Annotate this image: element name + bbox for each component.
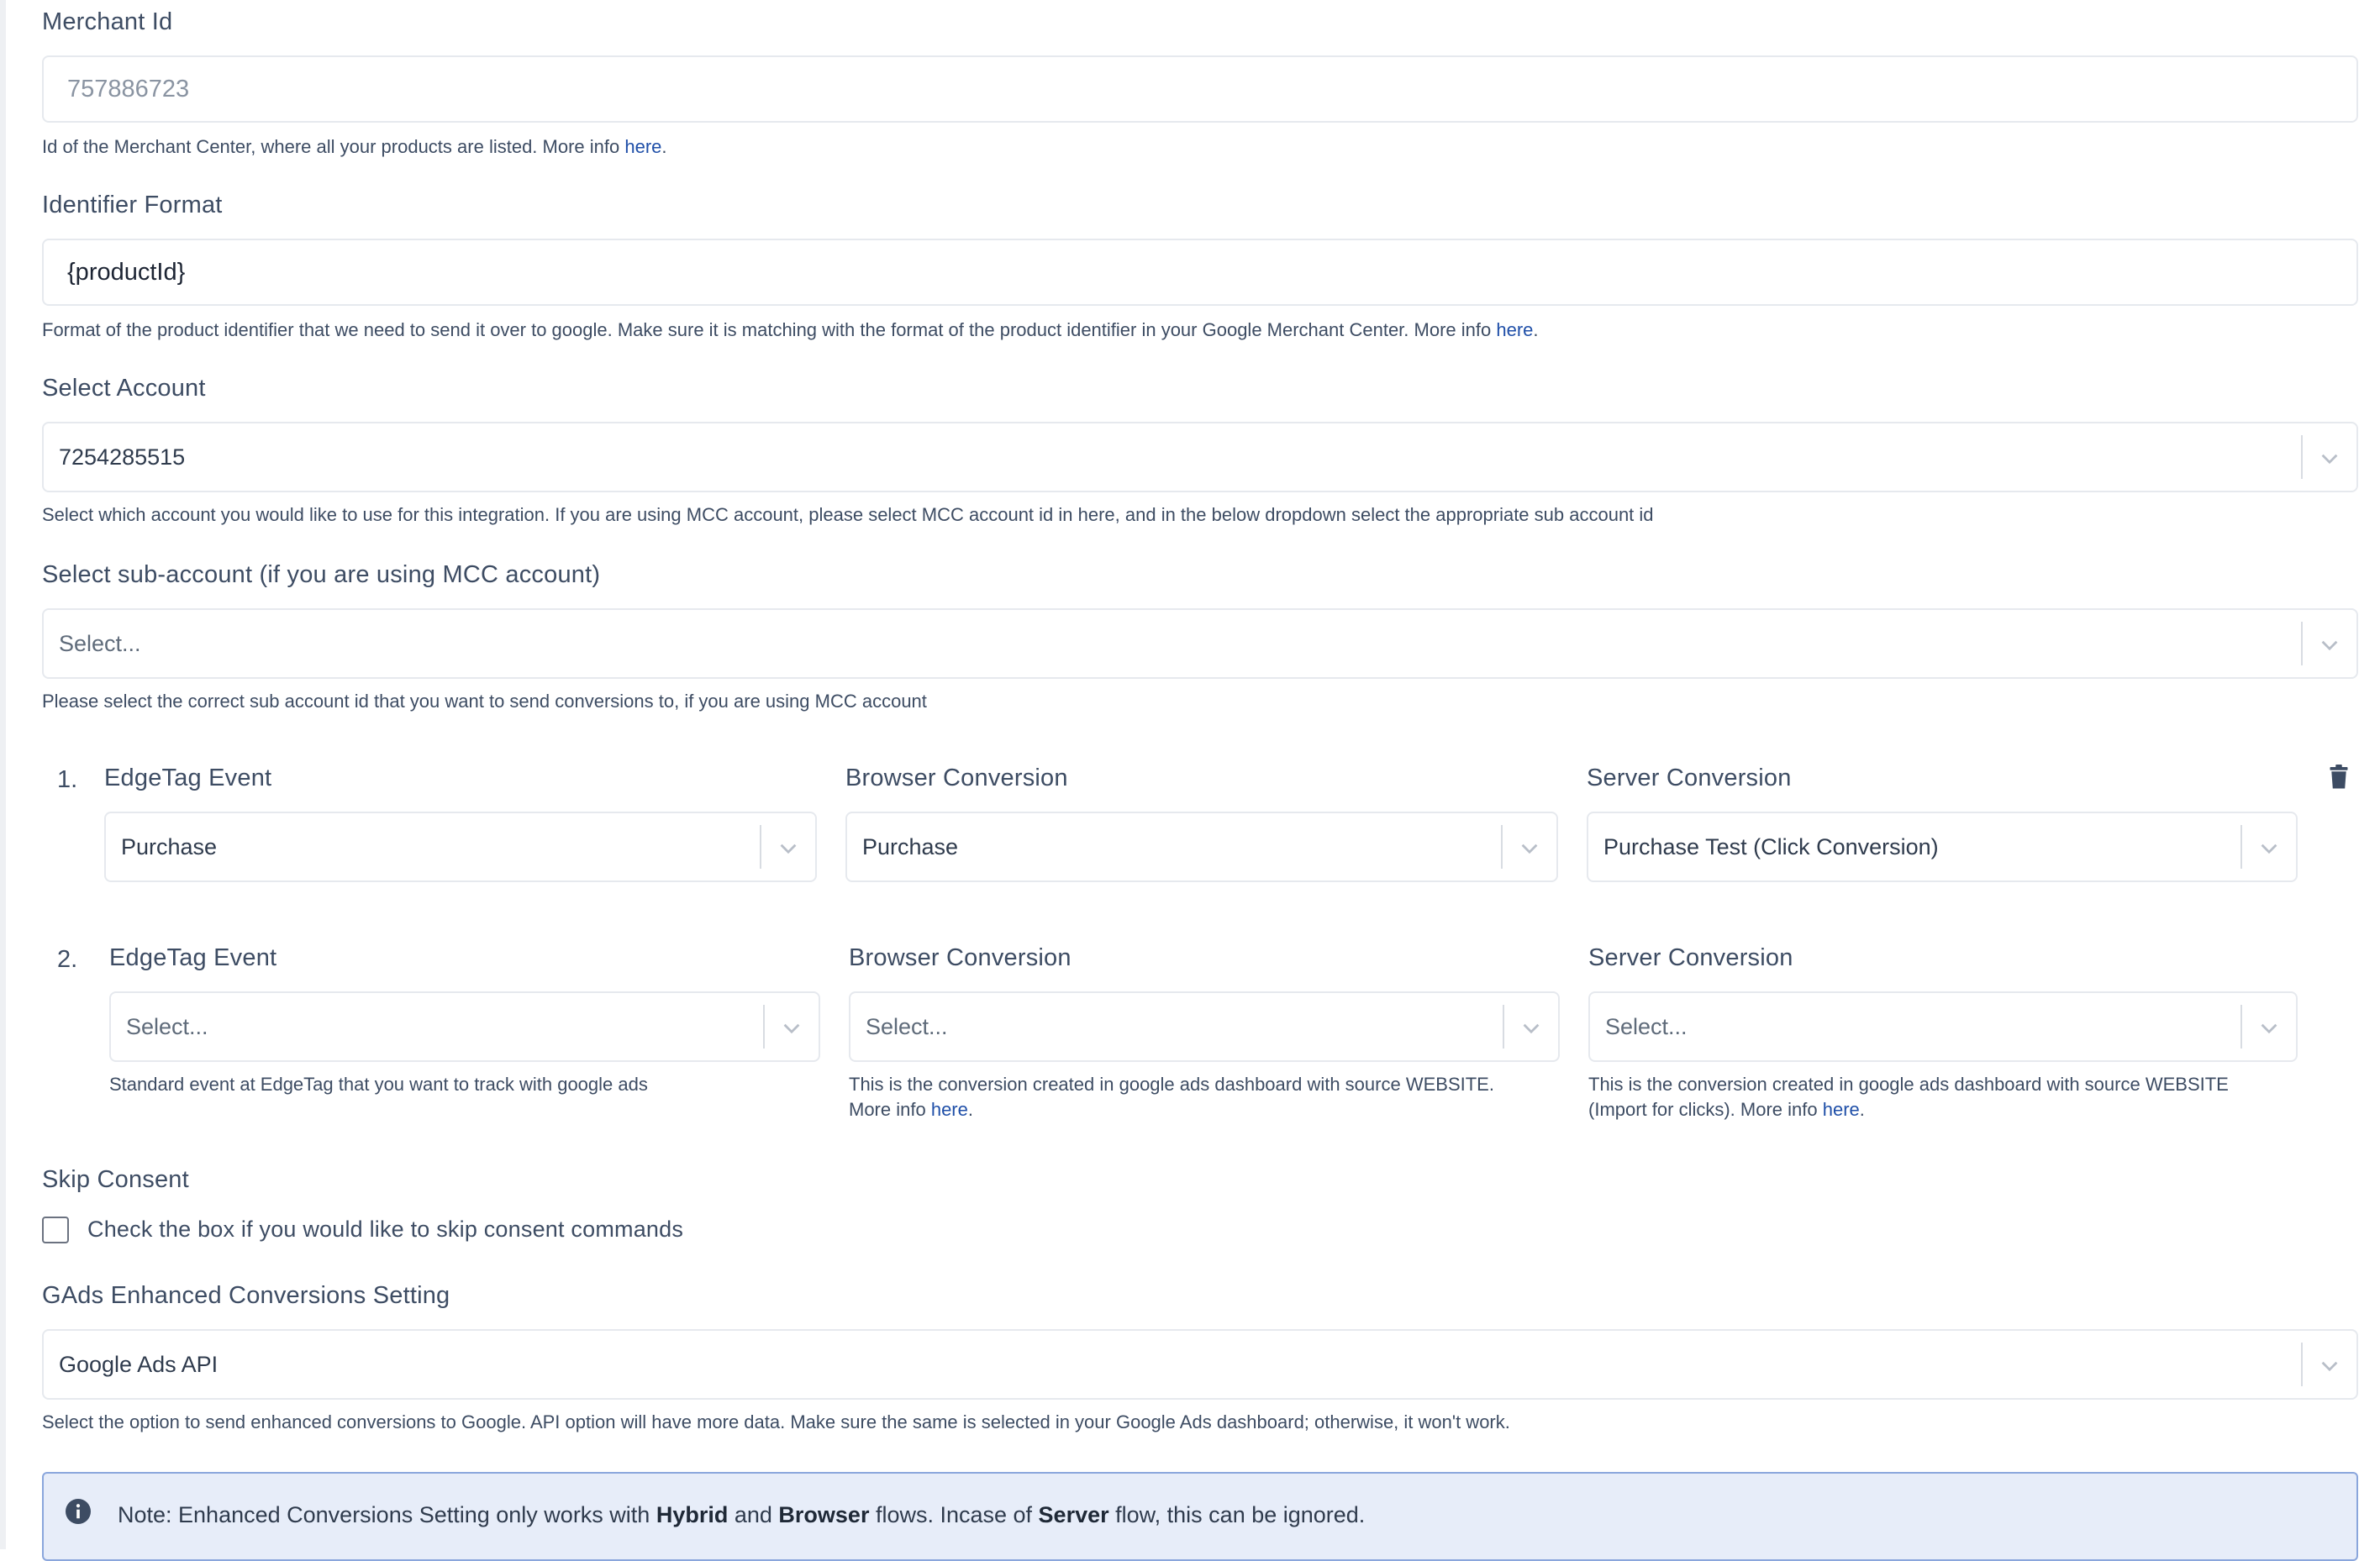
enhanced-conversions-label: GAds Enhanced Conversions Setting — [42, 1282, 450, 1309]
edgetag-event-label: EdgeTag Event — [109, 944, 277, 971]
server-conversion-help: This is the conversion created in google ads dashboard with source WEBSITE (Import for clicks). More info here. — [1588, 1074, 2229, 1120]
dropdown-separator — [2240, 825, 2242, 869]
chevron-down-icon[interactable] — [780, 1017, 803, 1040]
mapping-row-number: 1. — [57, 766, 78, 793]
chevron-down-icon[interactable] — [2257, 1017, 2281, 1040]
left-rail — [0, 0, 6, 1549]
chevron-down-icon[interactable] — [2257, 837, 2281, 860]
note-text: Note: Enhanced Conversions Setting only works with Hybrid and Browser flows. Incase of Server flow, this can be ignored. — [118, 1502, 1366, 1527]
skip-consent-checkbox[interactable] — [42, 1217, 69, 1243]
select-account-label: Select Account — [42, 375, 206, 402]
browser-conversion-help: This is the conversion created in google ads dashboard with source WEBSITE. More info here. — [849, 1074, 1494, 1120]
dropdown-separator — [1503, 1005, 1504, 1049]
server-conversion-label: Server Conversion — [1587, 765, 1792, 791]
dropdown-separator — [1501, 825, 1503, 869]
browser-conversion-placeholder: Select... — [866, 1014, 948, 1039]
server-conversion-placeholder: Select... — [1605, 1014, 1688, 1039]
skip-consent-label: Skip Consent — [42, 1166, 189, 1193]
edgetag-event-dropdown[interactable] — [104, 812, 817, 882]
select-account-dropdown[interactable] — [42, 422, 2358, 492]
edgetag-event-label: EdgeTag Event — [104, 765, 272, 791]
browser-conversion-label: Browser Conversion — [849, 944, 1072, 971]
chevron-down-icon[interactable] — [2318, 447, 2341, 470]
identifier-format-help: Format of the product identifier that we need to send it over to google. Make sure it is matching with the format of the product identifier in your Google Merchant Center. More info here. — [42, 319, 1539, 340]
server-conversion-value: Purchase Test (Click Conversion) — [1603, 834, 1939, 859]
sub-account-label: Select sub-account (if you are using MCC account) — [42, 561, 601, 588]
select-account-help: Select which account you would like to use for this integration. If you are using MCC account, please select MCC account id in here, and in the below dropdown select the appropriate sub account id — [42, 504, 1654, 525]
merchant-id-help: Id of the Merchant Center, where all your products are listed. More info here. — [42, 136, 667, 157]
merchant-id-input[interactable] — [42, 55, 2358, 123]
browser-conversion-dropdown[interactable] — [845, 812, 1558, 882]
merchant-id-more-info-link[interactable]: here — [624, 136, 662, 157]
chevron-down-icon[interactable] — [1519, 1017, 1543, 1040]
server-conversion-label: Server Conversion — [1588, 944, 1793, 971]
enhanced-conversions-note — [42, 1472, 2358, 1561]
edgetag-event-help: Standard event at EdgeTag that you want to track with google ads — [109, 1074, 648, 1095]
edgetag-event-value: Purchase — [121, 834, 218, 859]
edgetag-event-placeholder: Select... — [126, 1014, 208, 1039]
enhanced-conversions-help: Select the option to send enhanced conversions to Google. API option will have more data. Make sure the same is selected in your Google Ads dashboard; otherwise, it won't work. — [42, 1411, 1510, 1432]
chevron-down-icon[interactable] — [2318, 1354, 2341, 1378]
server-conversion-more-info-link[interactable]: here — [1822, 1099, 1860, 1120]
dropdown-separator — [2240, 1005, 2242, 1049]
chevron-down-icon[interactable] — [2318, 633, 2341, 657]
dropdown-separator — [760, 825, 761, 869]
edgetag-event-dropdown[interactable] — [109, 991, 820, 1062]
browser-conversion-value: Purchase — [862, 834, 959, 859]
dropdown-separator — [763, 1005, 765, 1049]
merchant-id-placeholder: 757886723 — [67, 76, 190, 102]
skip-consent-checkbox-label[interactable]: Check the box if you would like to skip consent commands — [87, 1217, 684, 1242]
trash-icon[interactable] — [2329, 765, 2349, 790]
sub-account-placeholder: Select... — [59, 631, 141, 656]
dropdown-separator — [2301, 1343, 2303, 1386]
select-account-value: 7254285515 — [59, 444, 186, 470]
browser-conversion-dropdown[interactable] — [849, 991, 1560, 1062]
chevron-down-icon[interactable] — [777, 837, 800, 860]
enhanced-conversions-dropdown[interactable] — [42, 1329, 2358, 1400]
enhanced-conversions-value: Google Ads API — [59, 1352, 219, 1377]
server-conversion-dropdown[interactable] — [1587, 812, 2298, 882]
info-icon — [66, 1499, 91, 1524]
sub-account-dropdown[interactable] — [42, 608, 2358, 679]
identifier-format-more-info-link[interactable]: here — [1496, 319, 1534, 340]
browser-conversion-label: Browser Conversion — [845, 765, 1068, 791]
sub-account-help: Please select the correct sub account id that you want to send conversions to, if you are using MCC account — [42, 691, 927, 712]
identifier-format-value: {productId} — [67, 259, 186, 286]
dropdown-separator — [2301, 622, 2303, 665]
chevron-down-icon[interactable] — [1518, 837, 1541, 860]
browser-conversion-more-info-link[interactable]: here — [930, 1099, 968, 1120]
merchant-id-label: Merchant Id — [42, 8, 173, 35]
identifier-format-input[interactable] — [42, 239, 2358, 306]
mapping-row-number: 2. — [57, 946, 78, 973]
identifier-format-label: Identifier Format — [42, 192, 223, 218]
server-conversion-dropdown[interactable] — [1588, 991, 2298, 1062]
dropdown-separator — [2301, 435, 2303, 479]
